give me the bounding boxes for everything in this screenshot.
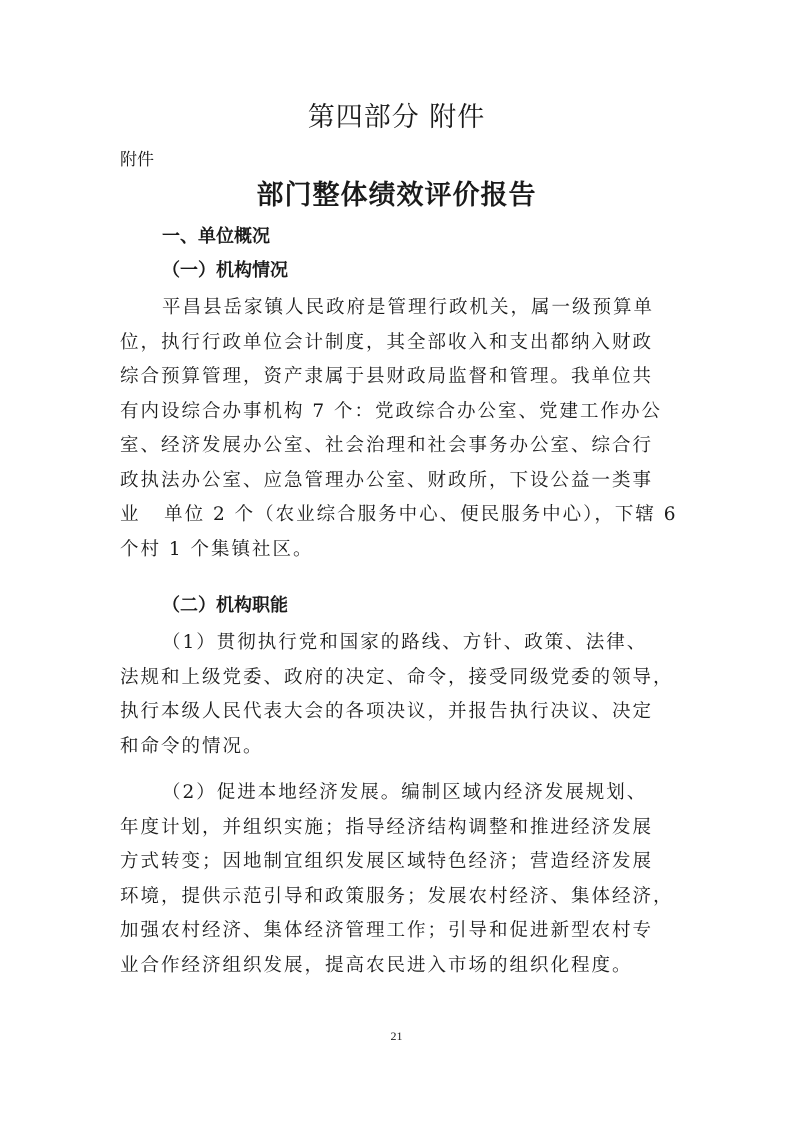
paragraph-line: （2）促进本地经济发展。编制区域内经济发展规划、 — [162, 782, 648, 803]
paragraph-line: 法规和上级党委、政府的决定、命令，接受同级党委的领导， — [120, 666, 674, 688]
paragraph-line: 综合预算管理，资产隶属于县财政局监督和管理。我单位共 — [120, 366, 654, 387]
paragraph-line: 加强农村经济、集体经济管理工作；引导和促进新型农村专 — [120, 920, 654, 941]
report-title: 部门整体绩效评价报告 — [256, 180, 537, 211]
paragraph-line: 政执法办公室、应急管理办公室、财政所，下设公益一类事 — [120, 469, 654, 491]
paragraph-line: 业合作经济组织发展，提高农民进入市场的组织化程度。 — [120, 954, 633, 976]
paragraph-line: 执行本级人民代表大会的各项决议，并报告执行决议、决定 — [120, 701, 654, 722]
paragraph-line: 有内设综合办事机构 7 个：党政综合办公室、党建工作办公 — [120, 400, 663, 422]
section-heading-unit-overview: 一、单位概况 — [162, 226, 270, 247]
subsection-heading-organization: （一）机构情况 — [162, 260, 288, 281]
paragraph-line: 方式转变；因地制宜组织发展区域特色经济；营造经济发展 — [120, 851, 654, 872]
function-item-2 — [120, 776, 676, 983]
paragraph-line: （1）贯彻执行党和国家的路线、方针、政策、法律、 — [162, 632, 648, 653]
paragraph-line: 环境，提供示范引导和政策服务；发展农村经济、集体经济， — [120, 885, 674, 907]
paragraph-line: 室、经济发展办公室、社会治理和社会事务办公室、综合行 — [120, 435, 654, 456]
part-title: 第四部分 附件 — [307, 102, 486, 133]
paragraph-line: 和命令的情况。 — [120, 735, 264, 757]
paragraph-line: 平昌县岳家镇人民政府是管理行政机关，属一级预算单 — [162, 297, 655, 318]
organization-paragraph — [120, 291, 676, 567]
function-item-1 — [120, 626, 676, 764]
paragraph-line: 年度计划，并组织实施；指导经济结构调整和推进经济发展 — [120, 816, 654, 838]
page-number: 21 — [390, 1029, 403, 1043]
paragraph-line: 业 单位 2 个（农业综合服务中心、便民服务中心），下辖 6 — [120, 504, 678, 525]
attachment-label: 附件 — [120, 150, 154, 170]
subsection-heading-functions: （二）机构职能 — [162, 595, 288, 616]
paragraph-line: 个村 1 个集镇社区。 — [120, 538, 314, 560]
paragraph-line: 位，执行行政单位会计制度，其全部收入和支出都纳入财政 — [120, 331, 654, 353]
